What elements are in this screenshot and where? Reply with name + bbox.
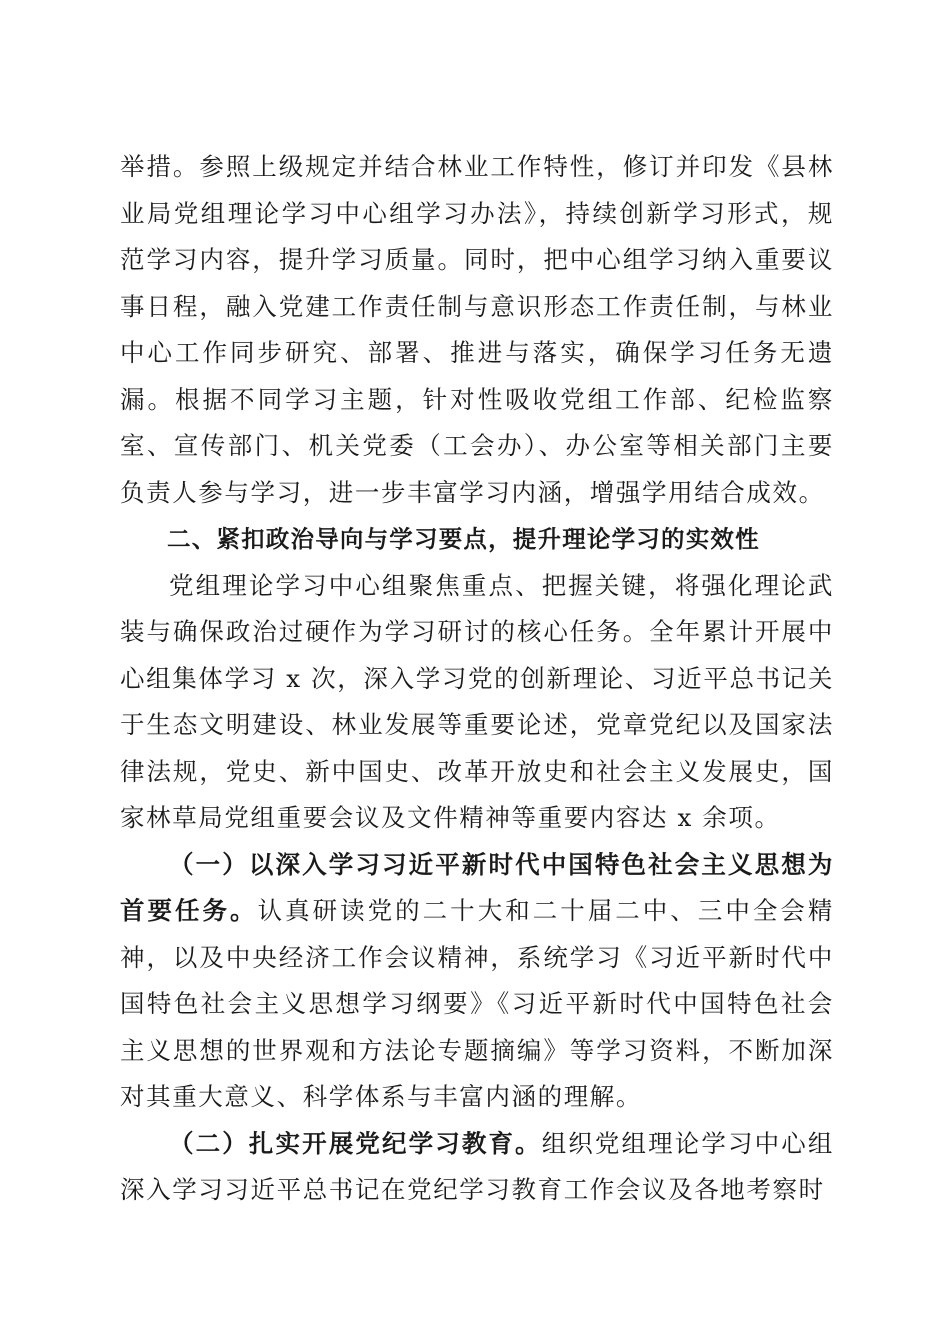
subsection-paragraph bbox=[120, 842, 834, 1121]
paragraph-text: 党组理论学习中心组聚焦重点、把握关键，将强化理论武装与确保政治过硬作为学习研讨的核心任务。全年累计开展中心组集体学习 x 次，深入学习党的创新理论、习近平总书记关于生态文明建设、林业发展等重要论述，党章党纪以及国家法律法规，党史、新中国史、改革开放史和社会主义发展史，国家林草局党组重要会议及文件精神等重要内容达 x 余项。 bbox=[120, 570, 834, 832]
paragraph-text: 举措。参照上级规定并结合林业工作特性，修订并印发《县林业局党组理论学习中心组学习办法》，持续创新学习形式，规范学习内容，提升学习质量。同时，把中心组学习纳入重要议事日程，融入党建工作责任制与意识形态工作责任制，与林业中心工作同步研究、部署、推进与落实，确保学习任务无遗漏。根据不同学习主题，针对性吸收党组工作部、纪检监察室、宣传部门、机关党委（工会办）、办公室等相关部门主要负责人参与学习，进一步丰富学习内涵，增强学用结合成效。 bbox=[120, 152, 834, 507]
section-heading bbox=[120, 516, 834, 563]
paragraph-continuation bbox=[120, 144, 834, 516]
subsection-lead: （一）以深入学习习近平新时代中国特色社会主义思想为首要任务。 bbox=[120, 849, 834, 925]
paragraph-body bbox=[120, 563, 834, 842]
subsection-paragraph bbox=[120, 1121, 834, 1214]
section-heading-text: 二、紧扣政治导向与学习要点，提升理论学习的实效性 bbox=[167, 525, 760, 553]
subsection-lead: （二）扎实开展党纪学习教育。 bbox=[169, 1128, 542, 1158]
paragraph-text: 组织党组理论学习中心组深入学习习近平总书记在党纪学习教育工作会议及各地考察时 bbox=[120, 1128, 834, 1204]
paragraph-text: 认真研读党的二十大和二十届二中、三中全会精神，以及中央经济工作会议精神，系统学习《习近平新时代中国特色社会主义思想学习纲要》《习近平新时代中国特色社会主义思想的世界观和方法论专题摘编》等学习资料，不断加深对其重大意义、科学体系与丰富内涵的理解。 bbox=[120, 896, 834, 1111]
document-body bbox=[120, 144, 834, 1214]
